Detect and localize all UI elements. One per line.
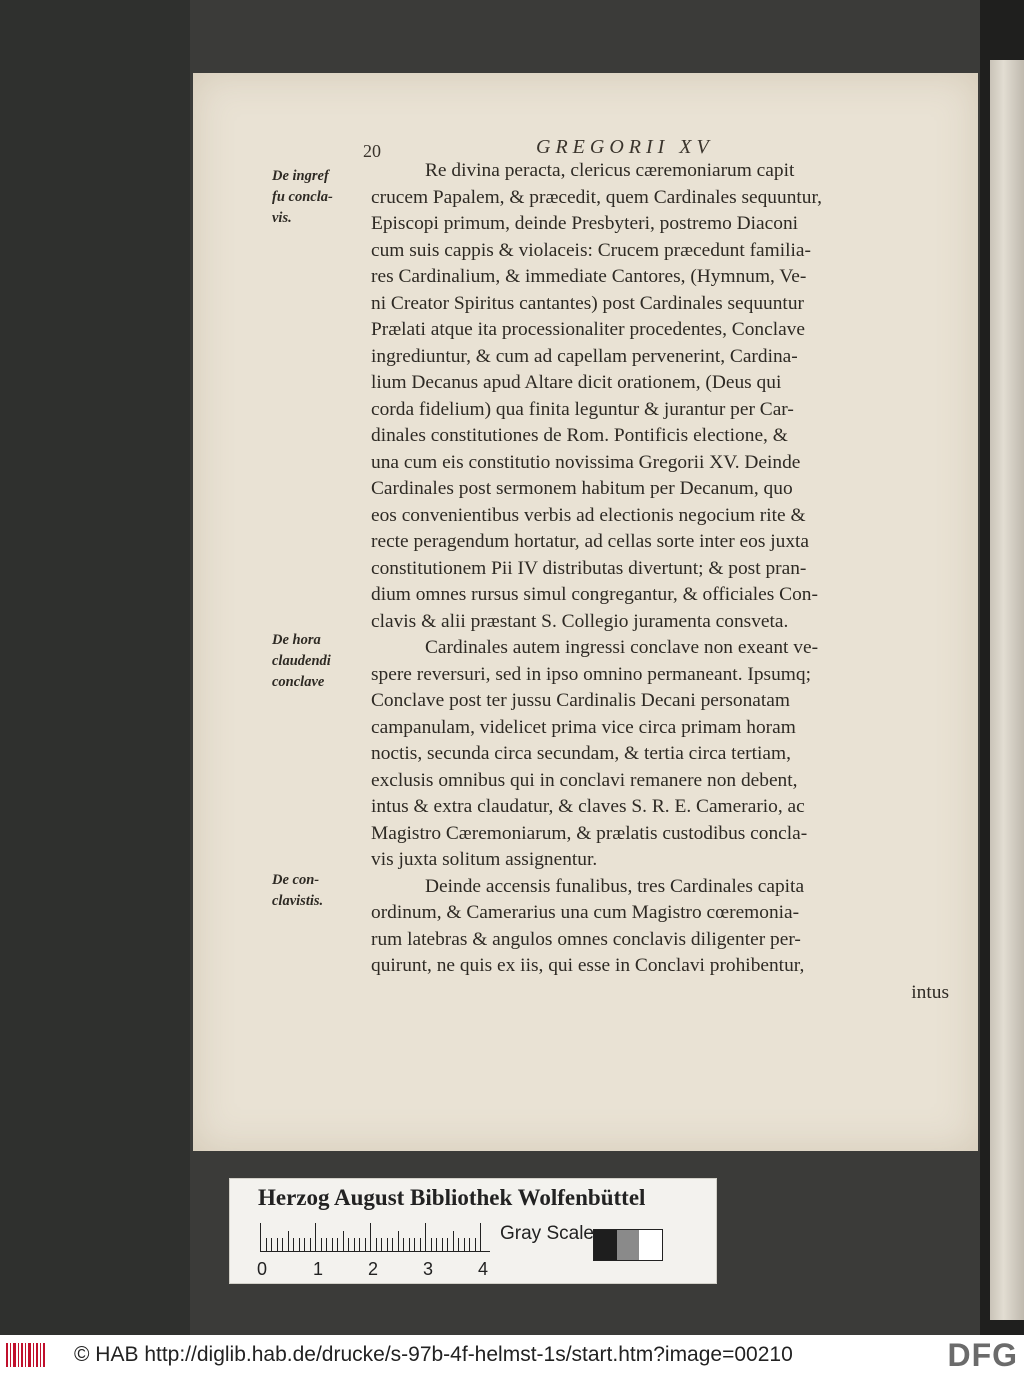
ruler-tick: [458, 1238, 459, 1251]
text-line: corda fidelium) qua finita leguntur & jurantur per Car-: [371, 398, 794, 420]
ruler-number: 1: [313, 1259, 324, 1279]
ruler-tick: [315, 1223, 316, 1251]
margin-note-line: De ingref: [272, 168, 329, 184]
text-line: noctis, secunda circa secundam, & tertia circa tertiam,: [371, 743, 791, 764]
ruler-tick: [425, 1223, 426, 1251]
ruler-tick: [376, 1238, 377, 1251]
footer-bar: [0, 1335, 1024, 1374]
text-line: Prælati atque ita processionaliter procedentes, Conclave: [371, 319, 805, 340]
ruler-tick: [469, 1238, 470, 1251]
text-line: Cardinales autem ingressi conclave non exeant ve-: [425, 637, 819, 658]
margin-note-line: vis.: [272, 210, 292, 226]
text-line: dinales constitutiones de Rom. Pontificis electione, &: [371, 425, 788, 446]
text-line: exclusis omnibus qui in conclavi remanere non debent,: [371, 769, 798, 791]
ruler-tick: [420, 1238, 421, 1251]
adjacent-page-edge: [990, 60, 1024, 1320]
text-line: una cum eis constitutio novissima Gregorii XV. Deinde: [371, 451, 801, 473]
ruler-tick: [271, 1238, 272, 1251]
ruler-tick: [392, 1238, 393, 1251]
ruler-tick: [337, 1238, 338, 1251]
ruler-tick: [348, 1238, 349, 1251]
text-line: Conclave post ter jussu Cardinalis Decani personatam: [371, 690, 790, 711]
ruler-tick: [381, 1238, 382, 1251]
text-line: eos convenientibus verbis ad electionis negocium rite &: [371, 504, 806, 526]
ruler-tick: [359, 1238, 360, 1251]
swatch-mid: [617, 1230, 640, 1260]
text-line: dium omnes rursus simul congregantur, & officiales Con-: [371, 584, 818, 605]
text-line: lium Decanus apud Altare dicit orationem, (Deus qui: [371, 372, 782, 393]
text-line: ni Creator Spiritus cantantes) post Cardinales sequuntur: [371, 292, 804, 314]
page-body-text: [371, 158, 949, 1006]
text-line: res Cardinalium, & immediate Cantores, (Hymnum, Ve-: [371, 266, 807, 287]
text-line: intus & extra claudatur, & claves S. R. E. Camerario, ac: [371, 796, 805, 817]
ruler-tick: [436, 1238, 437, 1251]
running-title: GREGORII XV: [536, 136, 714, 158]
margin-note-line: conclave: [272, 674, 325, 690]
text-line: constitutionem Pii IV distributas divertunt; & post pran-: [371, 557, 807, 579]
ruler-tick: [304, 1238, 305, 1251]
barcode-icon: [6, 1343, 46, 1367]
text-line: quirunt, ne quis ex iis, qui esse in Conclavi prohibentur,: [371, 955, 805, 976]
ruler-number: 0: [257, 1259, 268, 1279]
text-line: Re divina peracta, clericus cæremoniarum capit: [425, 160, 795, 181]
ruler-tick: [260, 1223, 261, 1251]
ruler-tick: [365, 1238, 366, 1251]
scale-ruler: [260, 1223, 490, 1252]
ruler-tick: [403, 1238, 404, 1251]
ruler-number: 4: [478, 1259, 489, 1279]
ruler-tick: [277, 1238, 278, 1251]
text-line: Magistro Cæremoniarum, & prælatis custodibus concla-: [371, 822, 808, 844]
swatch-dark: [594, 1230, 617, 1260]
text-line: ordinum, & Camerarius una cum Magistro cœremonia-: [371, 902, 800, 923]
text-line: campanulam, videlicet prima vice circa primam horam: [371, 716, 796, 738]
footer-source-link[interactable]: © HAB http://diglib.hab.de/drucke/s-97b-4f-helmst-1s/start.htm?image=00210: [74, 1343, 793, 1366]
ruler-tick: [326, 1238, 327, 1251]
text-line: cum suis cappis & violaceis: Crucem præcedunt familia-: [371, 239, 811, 261]
ruler-tick: [480, 1223, 481, 1251]
ruler-tick: [442, 1238, 443, 1251]
gray-scale-swatches: [593, 1229, 663, 1261]
margin-note-ingressu: [272, 166, 372, 229]
text-line: ingrediuntur, & cum ad capellam pervenerint, Cardina-: [371, 345, 798, 367]
margin-note-line: De hora: [272, 632, 321, 648]
ruler-tick: [332, 1238, 333, 1251]
gray-scale-label: Gray Scale: [500, 1223, 594, 1244]
ruler-tick: [387, 1238, 388, 1251]
ruler-tick: [288, 1231, 289, 1251]
scan-background-left: [0, 0, 190, 1335]
ruler-tick: [431, 1238, 432, 1251]
text-line: vis juxta solitum assignentur.: [371, 849, 598, 870]
ruler-tick: [464, 1238, 465, 1251]
text-line: spere reversuri, sed in ipso omnino permaneant. Ipsumq;: [371, 663, 811, 685]
ruler-number: 2: [368, 1259, 379, 1279]
swatch-light: [639, 1230, 662, 1260]
text-line: recte peragendum hortatur, ad cellas sorte inter eos juxta: [371, 531, 810, 552]
ruler-tick: [282, 1238, 283, 1251]
text-line: rum latebras & angulos omnes conclavis diligenter per-: [371, 928, 801, 950]
catchword: intus: [911, 981, 949, 1003]
ruler-tick: [398, 1231, 399, 1251]
ruler-tick: [453, 1231, 454, 1251]
margin-note-hora: [272, 630, 372, 693]
margin-note-line: clavistis.: [272, 893, 324, 909]
margin-note-conclavistis: [272, 870, 372, 912]
ruler-number: 3: [423, 1259, 434, 1279]
card-title: Herzog August Bibliothek Wolfenbüttel: [258, 1185, 646, 1210]
text-line: Deinde accensis funalibus, tres Cardinales capita: [425, 875, 805, 897]
ruler-tick: [447, 1238, 448, 1251]
text-line: crucem Papalem, & præcedit, quem Cardinales sequuntur,: [371, 186, 823, 208]
margin-note-line: claudendi: [272, 653, 331, 669]
ruler-tick: [414, 1238, 415, 1251]
ruler-tick: [475, 1238, 476, 1251]
ruler-tick: [370, 1223, 371, 1251]
margin-note-line: fu concla-: [272, 189, 333, 205]
text-line: Cardinales post sermonem habitum per Decanum, quo: [371, 478, 793, 499]
ruler-tick: [310, 1238, 311, 1251]
dfg-logo: DFG: [947, 1337, 1018, 1373]
text-line: Episcopi primum, deinde Presbyteri, postremo Diaconi: [371, 213, 799, 234]
ruler-tick: [299, 1238, 300, 1251]
color-calibration-card: [229, 1178, 717, 1284]
text-line: clavis & alii præstant S. Collegio juramenta consveta.: [371, 610, 789, 632]
ruler-tick: [266, 1238, 267, 1251]
ruler-tick: [293, 1238, 294, 1251]
ruler-tick: [321, 1238, 322, 1251]
page-number: 20: [363, 141, 381, 161]
ruler-tick: [409, 1238, 410, 1251]
margin-note-line: De con-: [272, 872, 320, 888]
ruler-tick: [354, 1238, 355, 1251]
ruler-tick: [343, 1231, 344, 1251]
